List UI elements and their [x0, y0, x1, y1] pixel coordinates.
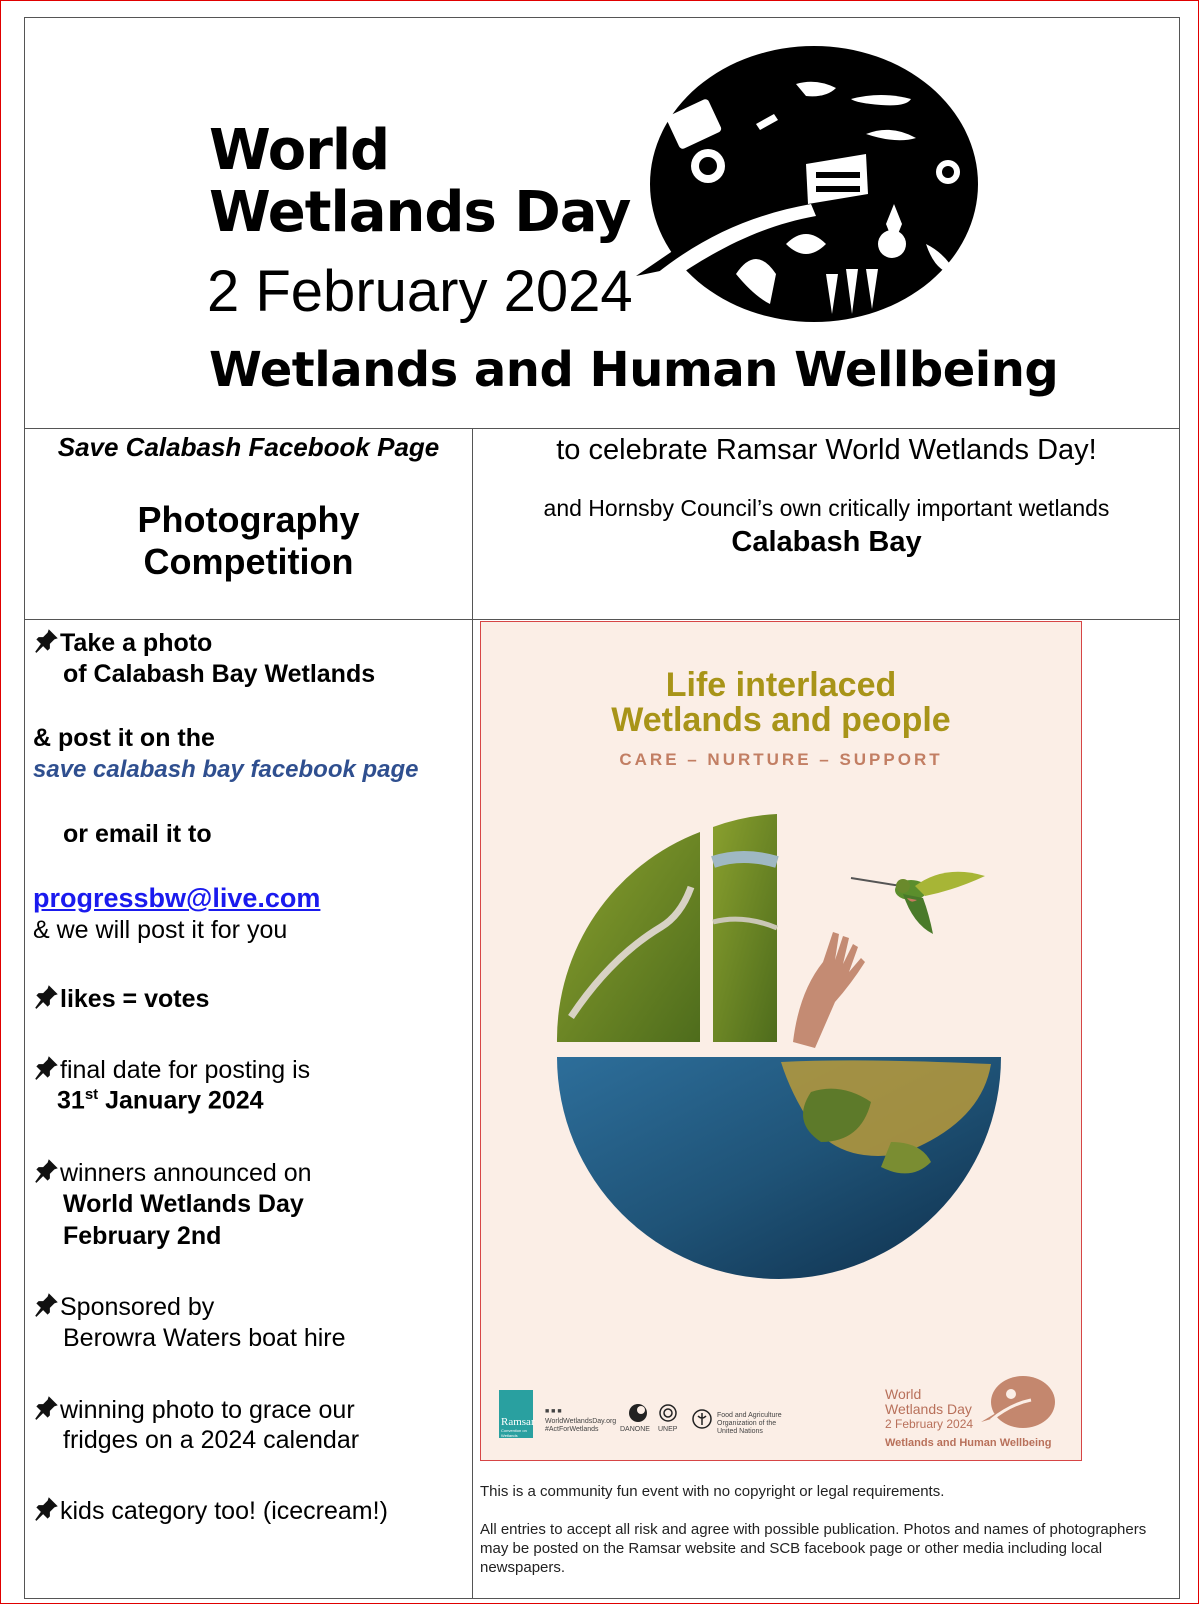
- competition-line2: Competition: [143, 541, 354, 582]
- list-item: [33, 1394, 355, 1425]
- wetlands-circle-illustration: [481, 622, 1082, 1461]
- list-item: [33, 1157, 312, 1188]
- step-post-it: & post it on the: [33, 724, 215, 752]
- danone-label: DANONE: [620, 1426, 650, 1433]
- wetlands-collage-logo-icon: [636, 44, 982, 324]
- fao-logo-icon: [691, 1408, 713, 1430]
- column-divider: [472, 428, 473, 1598]
- entries-note: All entries to accept all risk and agree with possible publication. Photos and names of photographers may be posted on the Ramsar website and SCB facebook page or other media including local newspapers.: [480, 1521, 1147, 1576]
- poster-wwd-line1: World: [885, 1386, 922, 1402]
- calabash-bay-title: Calabash Bay: [731, 526, 922, 558]
- final-day-suffix: st: [84, 1086, 99, 1103]
- ramsar-sub-label: Convention on Wetlands: [501, 1428, 527, 1438]
- pushpin-icon: [33, 1394, 60, 1421]
- pushpin-icon: [33, 1157, 60, 1184]
- step-take-photo: Take a photo: [60, 629, 213, 657]
- winners-date: February 2nd: [63, 1222, 222, 1250]
- poster-hashtag: #ActForWetlands: [545, 1426, 599, 1433]
- poster-wwd-line2: Wetlands Day: [885, 1401, 972, 1417]
- title-world: World: [209, 118, 390, 183]
- list-item: [33, 1495, 388, 1526]
- final-day: 31: [57, 1086, 85, 1115]
- list-item: [33, 983, 209, 1014]
- list-item: [33, 627, 212, 658]
- celebrate-text: to celebrate Ramsar World Wetlands Day!: [556, 434, 1097, 466]
- poster-title-line2: Wetlands and people: [611, 701, 951, 739]
- celebration-intro: [473, 434, 1180, 559]
- sponsor-name: Berowra Waters boat hire: [63, 1324, 346, 1352]
- pushpin-icon: [33, 1291, 60, 1318]
- step-fridges: fridges on a 2024 calendar: [63, 1426, 360, 1454]
- social-icons: ■ ■ ■: [545, 1408, 562, 1415]
- community-note: This is a community fun event with no copyright or legal requirements.: [480, 1483, 945, 1500]
- theme-title: Wetlands and Human Wellbeing: [209, 342, 1059, 398]
- step-of-wetlands: of Calabash Bay Wetlands: [63, 660, 376, 688]
- wetlands-poster: [480, 621, 1082, 1461]
- ramsar-label: Ramsar: [501, 1416, 535, 1428]
- title-wetlands-day: Wetlands Day: [209, 180, 631, 245]
- list-item: [33, 1291, 214, 1322]
- event-date: 2 February 2024: [207, 259, 633, 324]
- step-kids: kids category too! (icecream!): [60, 1497, 388, 1525]
- pushpin-icon: [33, 1495, 60, 1522]
- pushpin-icon: [33, 983, 60, 1010]
- poster-wwd-theme: Wetlands and Human Wellbeing: [885, 1437, 1052, 1449]
- step-final-date: final date for posting is: [60, 1056, 311, 1084]
- final-month-year: January 2024: [98, 1086, 264, 1115]
- ramsar-logo-icon: [499, 1390, 533, 1438]
- facebook-page-link[interactable]: save calabash bay facebook page: [33, 756, 419, 783]
- competition-line1: Photography: [137, 499, 360, 540]
- poster-subtitle: CARE – NURTURE – SUPPORT: [619, 750, 943, 769]
- step-or-email: or email it to: [63, 820, 212, 848]
- danone-logo-icon: [627, 1402, 649, 1424]
- poster-wwd-date: 2 February 2024: [885, 1417, 974, 1431]
- final-date-value: [57, 1086, 264, 1115]
- email-link[interactable]: progressbw@live.com: [33, 883, 321, 913]
- winners-day: World Wetlands Day: [63, 1190, 304, 1218]
- fao-label: Food and Agriculture Organization of the United Nations: [717, 1412, 782, 1435]
- facebook-page-title: Save Calabash Facebook Page: [57, 432, 440, 462]
- row-divider: [24, 619, 1180, 620]
- competition-title: [25, 499, 472, 583]
- step-winning-photo: winning photo to grace our: [60, 1396, 355, 1424]
- step-likes: likes = votes: [60, 985, 210, 1013]
- step-we-post: & we will post it for you: [33, 916, 288, 944]
- hornsby-text: and Hornsby Council’s own critically important wetlands: [543, 495, 1110, 521]
- pushpin-icon: [33, 1054, 60, 1081]
- unep-label: UNEP: [658, 1426, 678, 1433]
- poster-collage-logo-icon: [981, 1374, 1057, 1430]
- list-item: [33, 1054, 310, 1085]
- unep-logo-icon: [658, 1403, 678, 1423]
- pushpin-icon: [33, 627, 60, 654]
- row-divider: [24, 428, 1180, 429]
- competition-intro: [25, 432, 472, 583]
- poster-title-line1: Life interlaced: [665, 666, 897, 704]
- poster-site: WorldWetlandsDay.org: [545, 1418, 617, 1425]
- step-sponsored: Sponsored by: [60, 1293, 215, 1321]
- step-winners: winners announced on: [60, 1159, 312, 1187]
